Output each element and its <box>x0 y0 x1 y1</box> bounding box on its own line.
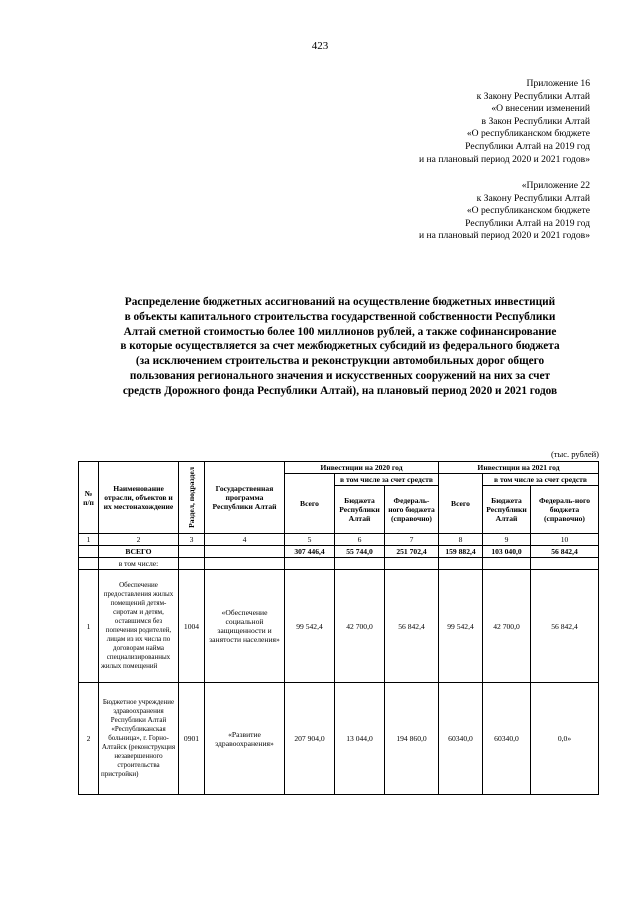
empty-cell <box>79 558 99 570</box>
total-value: 159 882,4 <box>439 546 483 558</box>
title-line: в которые осуществляется за счет межбюджетных субсидий из федерального бюджета <box>120 340 560 353</box>
empty-cell <box>179 558 205 570</box>
appendix-16-header <box>419 78 590 166</box>
table-row <box>79 683 599 795</box>
title-line: средств Дорожного фонда Республики Алтай), на плановый период 2020 и 2021 годов <box>122 384 558 397</box>
empty-cell <box>79 546 99 558</box>
row-name: Обеспечение предоставления жилых помещений детям-сиротам и детям, оставшимся без попечения родителей, лицам из их числа по договорам найма специализированных жилых помещений <box>99 570 179 683</box>
row-value: 13 044,0 <box>335 683 385 795</box>
title-line: пользования регионального значения и искусственных сооружений на них за счет <box>129 369 551 382</box>
column-number: 6 <box>335 534 385 546</box>
empty-cell <box>439 558 483 570</box>
empty-cell <box>483 558 531 570</box>
row-program: «Обеспечение социальной защищенности и занятости населения» <box>205 570 285 683</box>
row-value: 42 700,0 <box>483 570 531 683</box>
appendix-line: «О республиканском бюджете <box>466 205 590 217</box>
header-section <box>179 462 205 534</box>
header-total-2021: Всего <box>439 474 483 534</box>
total-value: 55 744,0 <box>335 546 385 558</box>
appendix-line: Республики Алтай на 2019 год <box>465 217 590 229</box>
total-value: 307 446,4 <box>285 546 335 558</box>
column-number: 8 <box>439 534 483 546</box>
row-value: 56 842,4 <box>531 570 599 683</box>
row-value: 60340,0 <box>483 683 531 795</box>
row-section: 0901 <box>179 683 205 795</box>
empty-cell <box>531 558 599 570</box>
row-program: «Развитие здравоохранения» <box>205 683 285 795</box>
title-line: Алтай сметной стоимостью более 100 миллионов рублей, а также софинансирование <box>123 325 557 338</box>
row-value: 0,0» <box>531 683 599 795</box>
row-value: 60340,0 <box>439 683 483 795</box>
empty-cell <box>335 558 385 570</box>
column-number: 10 <box>531 534 599 546</box>
total-value: 56 842,4 <box>531 546 599 558</box>
header-federal-2021: Федераль-ного бюджета (справочно) <box>531 486 599 534</box>
empty-cell <box>205 546 285 558</box>
appendix-22-header <box>419 180 590 243</box>
appendix-line: и на плановый период 2020 и 2021 годов» <box>419 153 590 165</box>
incl-row <box>79 558 599 570</box>
row-value: 99 542,4 <box>439 570 483 683</box>
row-value: 207 904,0 <box>285 683 335 795</box>
column-number: 3 <box>179 534 205 546</box>
appendix-line: к Закону Республики Алтай <box>476 90 590 102</box>
header-row <box>79 462 599 474</box>
column-number: 4 <box>205 534 285 546</box>
header-incl-2020: в том числе за счет средств <box>335 474 439 486</box>
document-title <box>60 295 620 399</box>
row-num: 1 <box>79 570 99 683</box>
table-row <box>79 570 599 683</box>
empty-cell <box>285 558 335 570</box>
row-name: Бюджетное учреждение здравоохранения Республики Алтай «Республиканская больница», г. Горно-Алтайск (реконструкция незавершенного строительства пристройки) <box>99 683 179 795</box>
column-number: 7 <box>385 534 439 546</box>
header-num: № п/п <box>79 462 99 534</box>
header-federal-2020: Федераль-ного бюджета (справочно) <box>385 486 439 534</box>
title-line: в объекты капитального строительства государственной собственности Республики <box>124 310 556 323</box>
incl-label: в том числе: <box>99 558 179 570</box>
row-num: 2 <box>79 683 99 795</box>
header-incl-2021: в том числе за счет средств <box>483 474 599 486</box>
appendix-line: Приложение 16 <box>526 78 590 89</box>
title-line: (за исключением строительства и реконструкции автомобильных дорог общего <box>135 355 545 368</box>
appendix-line: к Закону Республики Алтай <box>476 192 590 204</box>
appendix-line: Республики Алтай на 2019 год <box>465 140 590 152</box>
row-value: 194 860,0 <box>385 683 439 795</box>
total-row <box>79 546 599 558</box>
header-investments-2020: Инвестиции на 2020 год <box>285 462 439 474</box>
row-value: 99 542,4 <box>285 570 335 683</box>
header-name: Наименование отрасли, объектов и их местонахождение <box>99 462 179 534</box>
row-value: 42 700,0 <box>335 570 385 683</box>
appendix-line: в Закон Республики Алтай <box>481 115 590 127</box>
header-section-label: Раздел, подраздел <box>187 467 196 528</box>
column-number: 2 <box>99 534 179 546</box>
column-number: 9 <box>483 534 531 546</box>
header-program: Государственная программа Республики Алтай <box>205 462 285 534</box>
appendix-line: «О республиканском бюджете <box>466 128 590 140</box>
column-number: 5 <box>285 534 335 546</box>
page-number: 423 <box>311 40 329 52</box>
total-value: 251 702,4 <box>385 546 439 558</box>
header-budget-ra-2021: Бюджета Республики Алтай <box>483 486 531 534</box>
empty-cell <box>385 558 439 570</box>
empty-cell <box>205 558 285 570</box>
appendix-line: и на плановый период 2020 и 2021 годов» <box>419 230 590 242</box>
row-section: 1004 <box>179 570 205 683</box>
title-line: Распределение бюджетных ассигнований на осуществление бюджетных инвестиций <box>124 296 556 308</box>
header-budget-ra-2020: Бюджета Республики Алтай <box>335 486 385 534</box>
row-value: 56 842,4 <box>385 570 439 683</box>
column-number: 1 <box>79 534 99 546</box>
total-label: ВСЕГО <box>99 546 179 558</box>
units-label: (тыс. рублей) <box>550 449 599 459</box>
column-number-row <box>79 534 599 546</box>
total-value: 103 040,0 <box>483 546 531 558</box>
appendix-line: «Приложение 22 <box>521 180 590 191</box>
empty-cell <box>179 546 205 558</box>
header-investments-2021: Инвестиции на 2021 год <box>439 462 599 474</box>
header-total-2020: Всего <box>285 474 335 534</box>
investment-table <box>78 461 599 795</box>
appendix-line: «О внесении изменений <box>491 103 590 115</box>
